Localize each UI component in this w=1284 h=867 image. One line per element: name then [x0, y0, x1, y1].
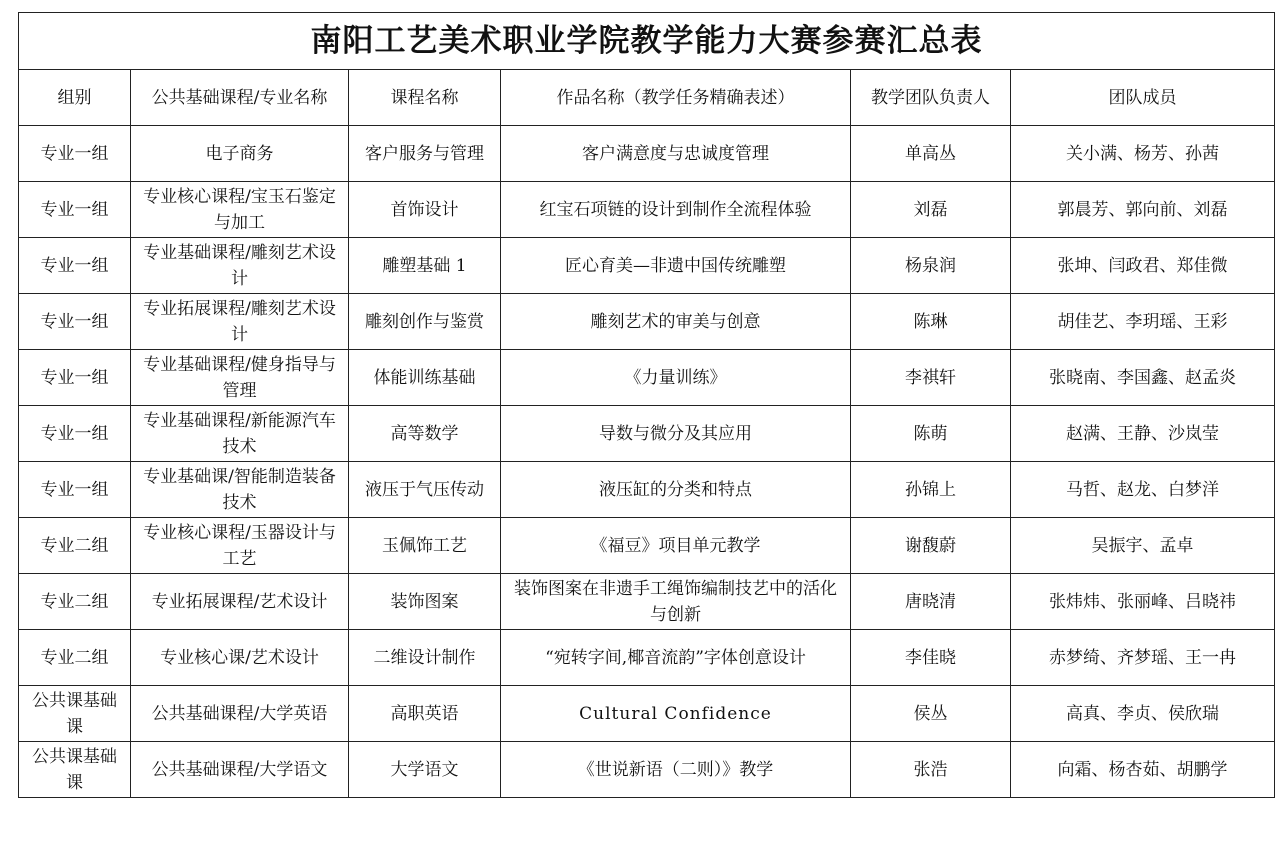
cell-work: 雕刻艺术的审美与创意: [501, 294, 851, 350]
table-row: [19, 630, 1275, 686]
cell-course: 体能训练基础: [349, 350, 501, 406]
table-row: [19, 238, 1275, 294]
table-row: [19, 574, 1275, 630]
table-row: [19, 182, 1275, 238]
cell-group: 公共课基础课: [19, 686, 131, 742]
table-row: [19, 406, 1275, 462]
cell-work: 红宝石项链的设计到制作全流程体验: [501, 182, 851, 238]
cell-major: 专业基础课程/新能源汽车技术: [131, 406, 349, 462]
cell-group: 专业一组: [19, 126, 131, 182]
cell-members: 高真、李贞、侯欣瑞: [1011, 686, 1275, 742]
cell-work: “宛转字间,椰音流韵”字体创意设计: [501, 630, 851, 686]
cell-work: Cultural Confidence: [501, 686, 851, 742]
cell-members: 胡佳艺、李玥瑶、王彩: [1011, 294, 1275, 350]
cell-leader: 孙锦上: [851, 462, 1011, 518]
cell-members: 张晓南、李国鑫、赵孟炎: [1011, 350, 1275, 406]
cell-group: 专业一组: [19, 294, 131, 350]
cell-work: 《福豆》项目单元教学: [501, 518, 851, 574]
cell-work: 导数与微分及其应用: [501, 406, 851, 462]
table-row: [19, 350, 1275, 406]
cell-work: 匠心育美—非遗中国传统雕塑: [501, 238, 851, 294]
cell-members: 郭晨芳、郭向前、刘磊: [1011, 182, 1275, 238]
table-row: [19, 518, 1275, 574]
cell-major: 专业基础课程/健身指导与管理: [131, 350, 349, 406]
cell-members: 赤梦绮、齐梦瑶、王一冉: [1011, 630, 1275, 686]
cell-group: 专业一组: [19, 350, 131, 406]
cell-leader: 侯丛: [851, 686, 1011, 742]
cell-group: 专业一组: [19, 238, 131, 294]
cell-course: 高职英语: [349, 686, 501, 742]
table-title: 南阳工艺美术职业学院教学能力大赛参赛汇总表: [19, 13, 1275, 70]
cell-leader: 李佳晓: [851, 630, 1011, 686]
summary-table: [18, 12, 1275, 798]
cell-course: 雕塑基础 1: [349, 238, 501, 294]
cell-work: 客户满意度与忠诚度管理: [501, 126, 851, 182]
header-major: 公共基础课程/专业名称: [131, 70, 349, 126]
cell-major: 专业核心课程/玉器设计与工艺: [131, 518, 349, 574]
header-members: 团队成员: [1011, 70, 1275, 126]
cell-major: 专业核心课/艺术设计: [131, 630, 349, 686]
cell-group: 专业二组: [19, 574, 131, 630]
cell-members: 张炜炜、张丽峰、吕晓祎: [1011, 574, 1275, 630]
cell-leader: 张浩: [851, 742, 1011, 798]
cell-major: 专业拓展课程/雕刻艺术设计: [131, 294, 349, 350]
cell-major: 公共基础课程/大学英语: [131, 686, 349, 742]
cell-course: 装饰图案: [349, 574, 501, 630]
table-row: [19, 294, 1275, 350]
cell-members: 关小满、杨芳、孙茜: [1011, 126, 1275, 182]
header-group: 组别: [19, 70, 131, 126]
cell-work: 《世说新语（二则）》教学: [501, 742, 851, 798]
cell-work: 装饰图案在非遗手工绳饰编制技艺中的活化与创新: [501, 574, 851, 630]
cell-major: 专业基础课程/雕刻艺术设计: [131, 238, 349, 294]
cell-group: 公共课基础课: [19, 742, 131, 798]
cell-course: 首饰设计: [349, 182, 501, 238]
cell-leader: 李祺轩: [851, 350, 1011, 406]
cell-members: 吴振宇、孟卓: [1011, 518, 1275, 574]
cell-group: 专业一组: [19, 406, 131, 462]
cell-group: 专业一组: [19, 182, 131, 238]
cell-leader: 陈萌: [851, 406, 1011, 462]
cell-work: 液压缸的分类和特点: [501, 462, 851, 518]
cell-major: 电子商务: [131, 126, 349, 182]
cell-work: 《力量训练》: [501, 350, 851, 406]
cell-major: 专业核心课程/宝玉石鉴定与加工: [131, 182, 349, 238]
cell-members: 张坤、闫政君、郑佳微: [1011, 238, 1275, 294]
summary-sheet: [18, 12, 1274, 798]
cell-leader: 杨泉润: [851, 238, 1011, 294]
table-row: [19, 126, 1275, 182]
cell-course: 二维设计制作: [349, 630, 501, 686]
cell-course: 高等数学: [349, 406, 501, 462]
cell-group: 专业一组: [19, 462, 131, 518]
cell-leader: 刘磊: [851, 182, 1011, 238]
cell-course: 雕刻创作与鉴赏: [349, 294, 501, 350]
header-course: 课程名称: [349, 70, 501, 126]
table-row: [19, 742, 1275, 798]
header-row: [19, 70, 1275, 126]
cell-leader: 陈琳: [851, 294, 1011, 350]
cell-members: 向霜、杨杏茹、胡鹏学: [1011, 742, 1275, 798]
cell-group: 专业二组: [19, 630, 131, 686]
header-work: 作品名称（教学任务精确表述）: [501, 70, 851, 126]
cell-leader: 谢馥蔚: [851, 518, 1011, 574]
cell-members: 马哲、赵龙、白梦洋: [1011, 462, 1275, 518]
cell-leader: 唐晓清: [851, 574, 1011, 630]
cell-course: 客户服务与管理: [349, 126, 501, 182]
cell-major: 公共基础课程/大学语文: [131, 742, 349, 798]
table-row: [19, 462, 1275, 518]
cell-major: 专业拓展课程/艺术设计: [131, 574, 349, 630]
cell-group: 专业二组: [19, 518, 131, 574]
cell-course: 玉佩饰工艺: [349, 518, 501, 574]
header-leader: 教学团队负责人: [851, 70, 1011, 126]
cell-leader: 单高丛: [851, 126, 1011, 182]
table-row: [19, 686, 1275, 742]
cell-course: 大学语文: [349, 742, 501, 798]
cell-members: 赵满、王静、沙岚莹: [1011, 406, 1275, 462]
cell-course: 液压于气压传动: [349, 462, 501, 518]
cell-major: 专业基础课/智能制造装备技术: [131, 462, 349, 518]
